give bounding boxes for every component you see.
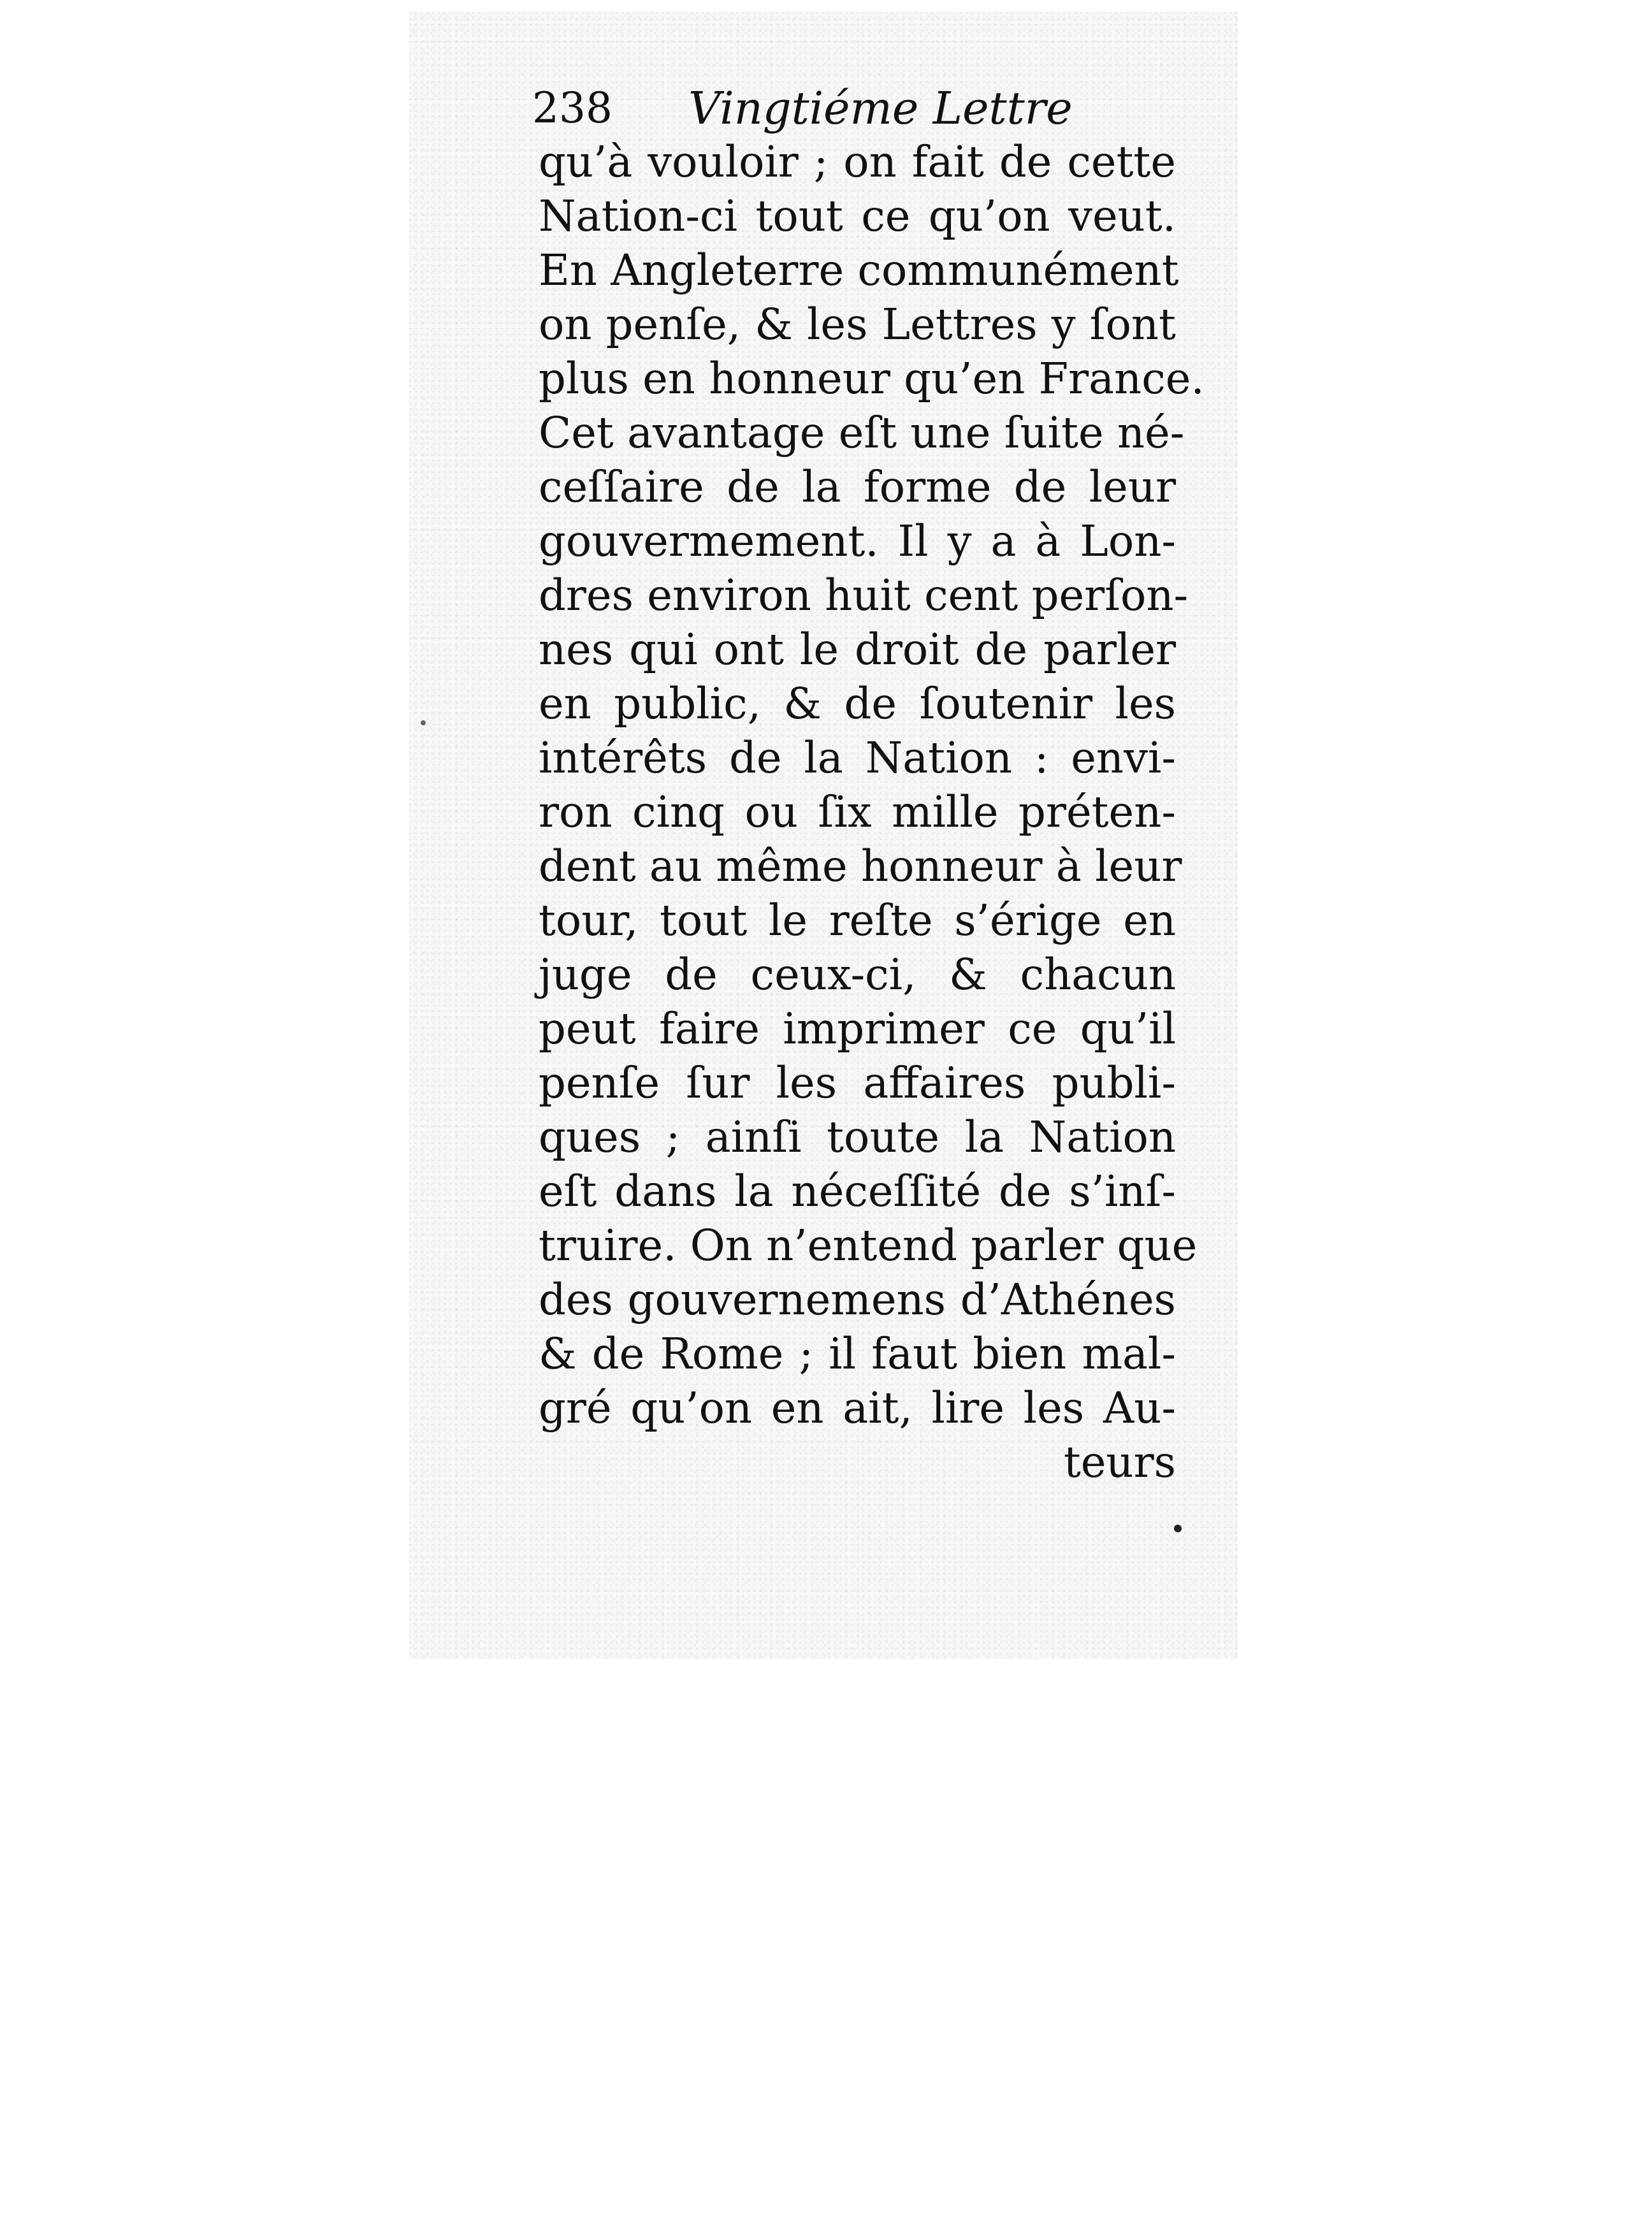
text-line: peut faire imprimer ce qu’il xyxy=(539,1004,1176,1054)
text-line: ron cinq ou ſix mille préten- xyxy=(539,787,1176,837)
text-line: ceſſaire de la forme de leur xyxy=(539,462,1176,512)
text-line: penſe ſur les affaires publi- xyxy=(539,1058,1176,1108)
text-line: Cet avantage eſt une ſuite né- xyxy=(539,408,1185,458)
page-number: 238 xyxy=(532,83,612,133)
text-line: qu’à vouloir ; on fait de cette xyxy=(539,137,1176,187)
text-line: en public, & de ſoutenir les xyxy=(539,679,1176,729)
text-line: plus en honneur qu’en France. xyxy=(539,354,1205,403)
text-line: intérêts de la Nation : envi- xyxy=(539,733,1176,783)
catchword: teurs xyxy=(1063,1437,1176,1487)
text-line: eſt dans la néceſſité de s’inſ- xyxy=(539,1166,1176,1216)
text-line: on penſe, & les Lettres y ſont xyxy=(539,300,1176,349)
text-line: dent au même honneur à leur xyxy=(539,841,1182,891)
running-title: Vingtiéme Lettre xyxy=(688,82,1073,134)
text-line: des gouvernemens d’Athénes xyxy=(539,1275,1176,1325)
text-line: gouvermement. Il y a à Lon- xyxy=(539,516,1176,566)
text-line: En Angleterre communément xyxy=(539,245,1179,295)
text-line: Nation-ci tout ce qu’on veut. xyxy=(539,191,1176,241)
body-text xyxy=(539,135,1205,1490)
text-line: dres environ huit cent perſon- xyxy=(539,570,1189,620)
text-line: gré qu’on en ait, lire les Au- xyxy=(539,1383,1176,1433)
text-line: & de Rome ; il faut bien mal- xyxy=(539,1329,1176,1379)
ink-speck xyxy=(421,720,426,725)
text-line: tour, tout le reſte s’érige en xyxy=(539,896,1176,945)
ink-speck xyxy=(1174,1525,1182,1532)
text-line: ques ; ainſi toute la Nation xyxy=(539,1112,1176,1162)
text-line: juge de ceux-ci, & chacun xyxy=(539,950,1176,999)
text-line: nes qui ont le droit de parler xyxy=(539,625,1176,674)
text-line: truire. On n’entend parler que xyxy=(539,1221,1198,1270)
page-header xyxy=(532,83,1208,134)
